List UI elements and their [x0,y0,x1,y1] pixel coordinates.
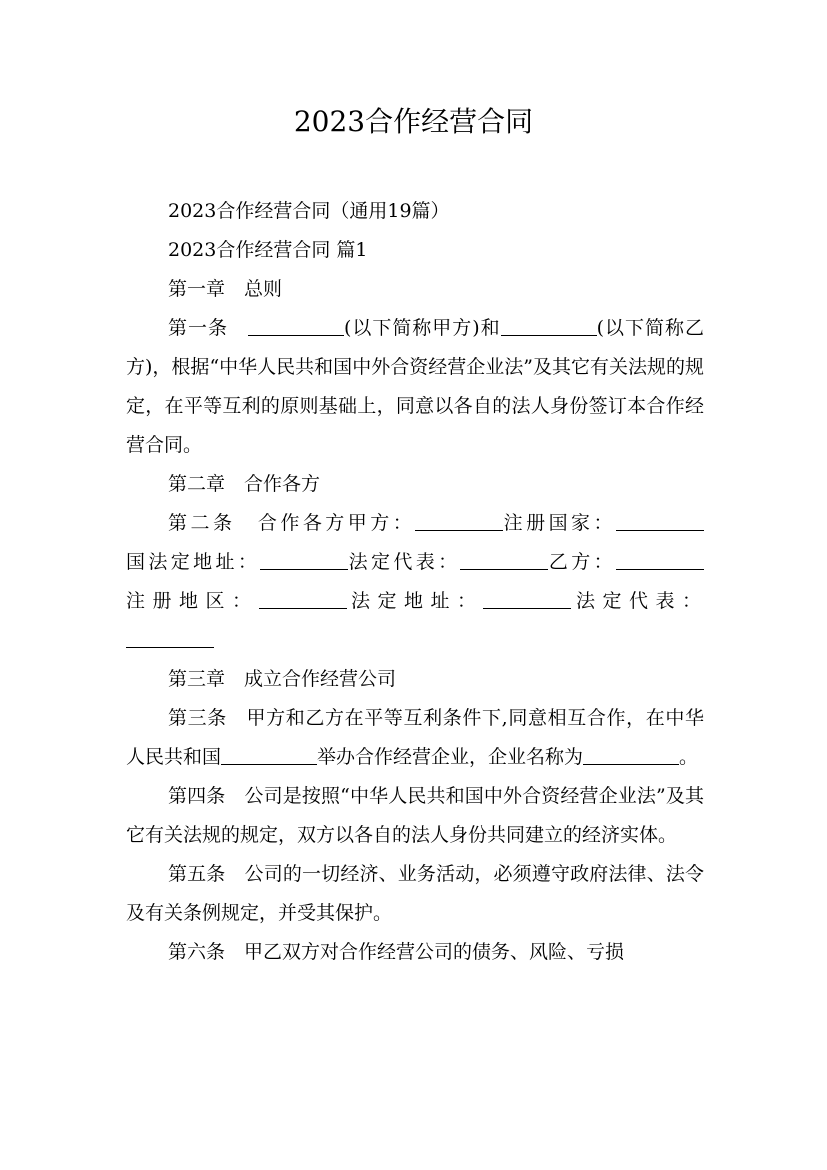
party-b-name-blank[interactable] [616,551,704,570]
location-blank[interactable] [221,746,317,765]
chapter-1-heading: 第一章 总则 [168,278,283,300]
subtitle-line: 2023合作经营合同（通用19篇） [168,200,450,222]
document-body [126,192,704,972]
article-2-text-8: 法定代表： [571,590,704,612]
chapter-2-heading: 第二章 合作各方 [168,473,321,495]
article-1-text-1: (以下简称甲方)和 [343,317,501,339]
article-1-label: 第一条 [168,317,248,339]
article-2-text-7: 法定地址： [346,590,484,612]
article-4: 第四条 公司是按照“中华人民共和国中外合资经营企业法”及其它有关法规的规定，双方以各自的法人身份共同建立的经济实体。 [126,785,704,846]
registration-region-blank[interactable] [259,590,347,609]
article-6: 第六条 甲乙双方对合作经营公司的债务、风险、亏损 [168,941,625,963]
party-a-representative-blank[interactable] [460,551,548,570]
document-title: 2023合作经营合同 [293,105,534,138]
article-2-text-3: 国法定地址： [126,551,261,573]
article-3-text-3: 。 [679,746,699,768]
article-1-text-2: (以下简称乙方)，根据“中华人民共和国中外合资经营企业法”及其它有关法规的规定，在平等互利的原则基础上，同意以各自的法人身份签订本合作经营合同。 [126,317,704,456]
article-2 [126,504,704,660]
article-2-text-2: 注册国家： [503,512,616,534]
party-b-address-blank[interactable] [483,590,571,609]
party-b-representative-blank[interactable] [126,629,214,648]
article-3-text-2: 举办合作经营企业，企业名称为 [317,746,584,768]
company-name-blank[interactable] [583,746,679,765]
party-a-blank[interactable] [248,317,344,336]
chapter-3-heading: 第三章 成立合作经营公司 [168,668,397,690]
part-heading: 2023合作经营合同 篇1 [168,239,368,261]
party-a-name-blank[interactable] [415,512,503,531]
registration-country-blank[interactable] [616,512,704,531]
article-2-text-4: 法定代表： [348,551,461,573]
article-2-text-5: 乙方： [548,551,616,573]
party-a-address-blank[interactable] [260,551,348,570]
article-1 [126,309,704,465]
article-2-text-6: 注册地区： [126,590,259,612]
article-3-text-1: 第三条 甲方和乙方在平等互利条件下,同意相互合作，在中华人民共和国 [126,707,704,768]
article-5: 第五条 公司的一切经济、业务活动，必须遵守政府法律、法令及有关条例规定，并受其保护。 [126,863,704,924]
article-3 [126,699,704,777]
article-2-text-1: 第二条 合作各方甲方： [168,512,416,534]
party-b-blank[interactable] [501,317,597,336]
